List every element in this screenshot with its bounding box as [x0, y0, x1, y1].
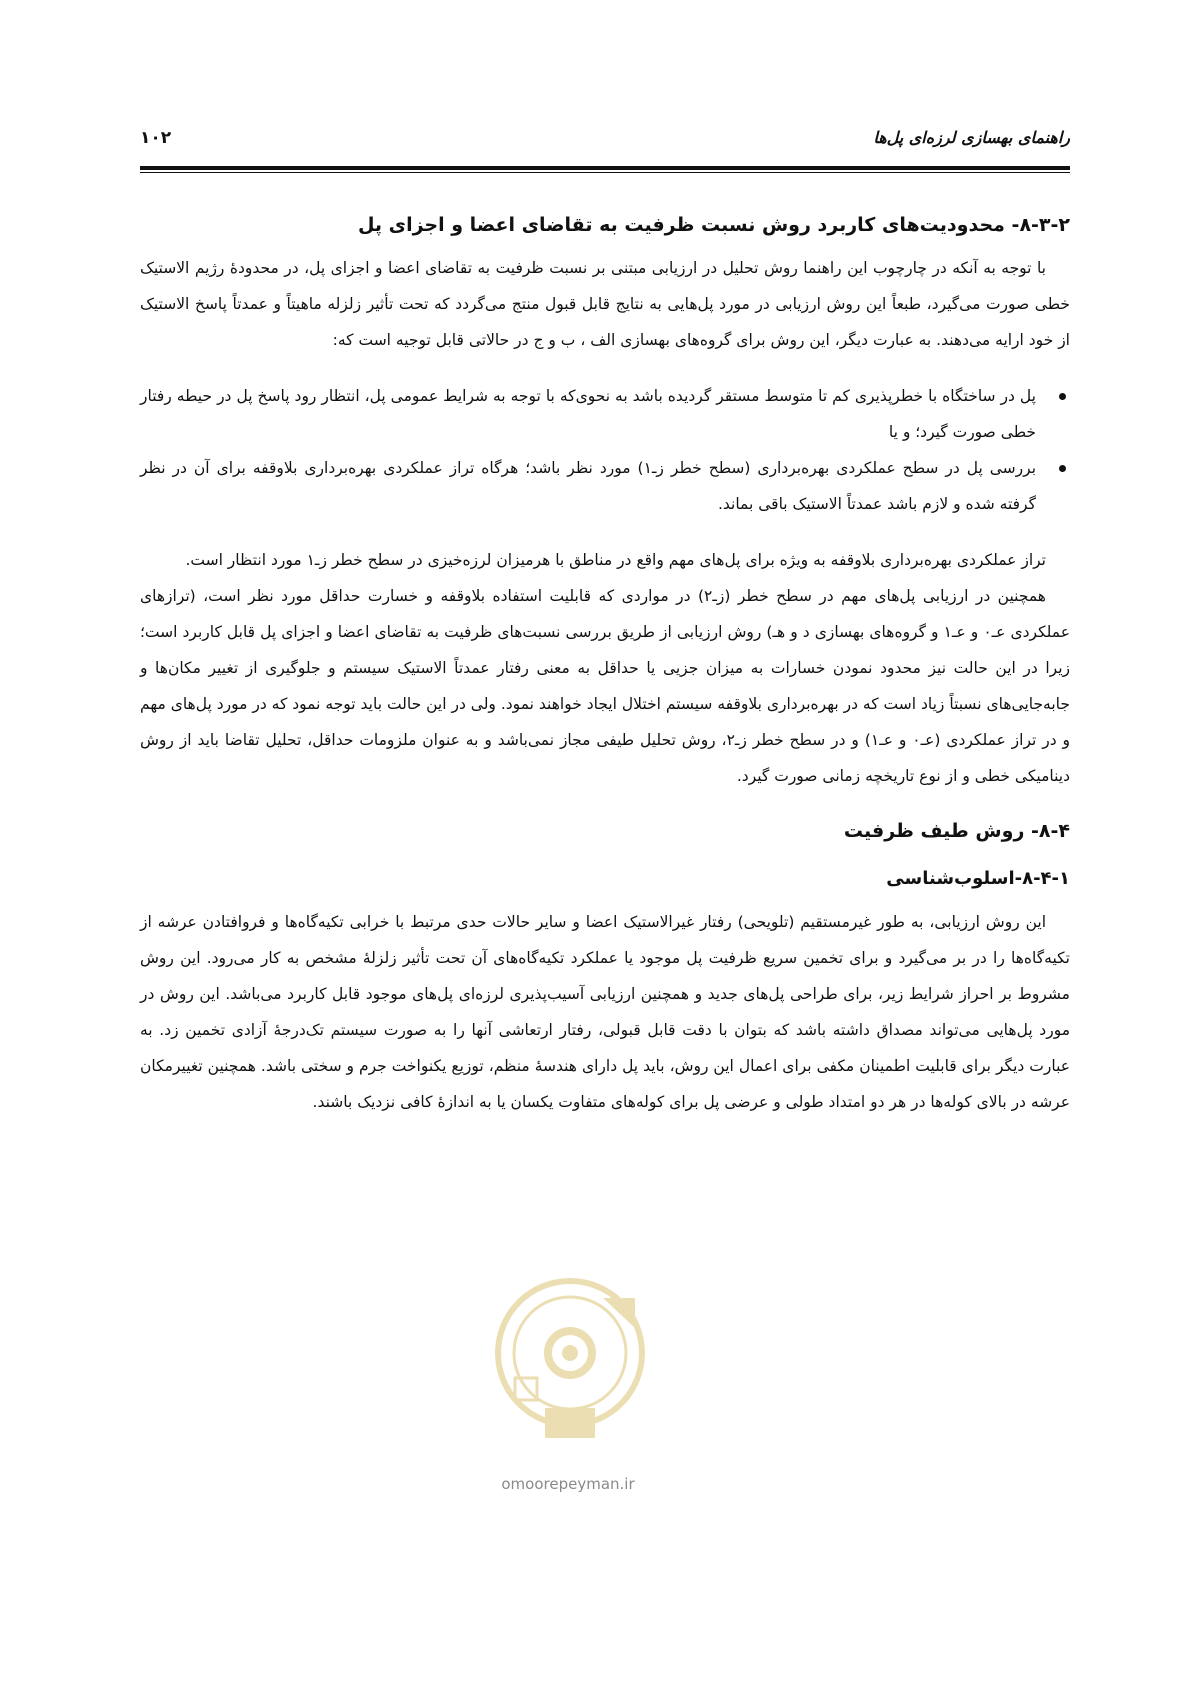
section-heading-8-4-1: ۸-۴-۱-اسلوب‌شناسی	[886, 868, 1070, 889]
list-item	[140, 450, 1036, 522]
watermark-seal-icon	[485, 1258, 655, 1458]
header-rule-thin	[140, 172, 1070, 173]
conditions-list	[140, 378, 1070, 522]
list-item	[140, 378, 1036, 450]
running-header	[140, 128, 1070, 158]
list-item-text: بررسی پل در سطح عملکردی بهره‌برداری (سطح خطر زـ۱) مورد نظر باشد؛ هرگاه تراز عملکردی بهره‌برداری بلاوقفه برای آن در نظر گرفته شده و لازم باشد عمدتاً الاستیک باقی بماند.	[140, 459, 1037, 513]
section-heading-8-3-2: ۸-۳-۲- محدودیت‌های کاربرد روش نسبت ظرفیت به تقاضای اعضا و اجزای پل	[357, 214, 1070, 236]
paragraph-operational-level: تراز عملکردی بهره‌برداری بلاوقفه به ویژه برای پل‌های مهم واقع در مناطق با هرمیزان لرزه‌خیزی در سطح خطر زـ۱ مورد انتظار است.	[185, 551, 1046, 569]
list-item-text: پل در ساختگاه با خطرپذیری کم تا متوسط مستقر گردیده باشد به نحوی‌که با توجه به شرایط عمومی پل، انتظار رود پاسخ پل در حیطه رفتار خطی صورت گیرد؛ و یا	[140, 387, 1036, 441]
bullet-icon	[1059, 393, 1066, 400]
section-intro-paragraph: با توجه به آنکه در چارچوب این راهنما روش تحلیل در ارزیابی مبتنی بر نسبت ظرفیت به تقاضای اعضا و اجزای پل، در محدودهٔ رژیم الاستیک خطی صورت می‌گیرد، طبعاً این روش ارزیابی در مورد پل‌هایی به نتایج قابل قبول منتج می‌گردد که تحت تأثیر زلزله ماهیتاً و عمدتاً پاسخ الاستیک از خود ارایه می‌دهند. به عبارت دیگر، این روش برای گروه‌های بهسازی الف ، ب و ج در حالاتی قابل توجیه است که:	[140, 259, 1070, 349]
running-title: راهنمای بهسازی لرزه‌ای پل‌ها	[873, 128, 1070, 147]
page-content	[140, 210, 1070, 1120]
watermark-url: omoorepeyman.ir	[501, 1475, 635, 1493]
header-rule	[140, 166, 1070, 170]
page-number: ۱۰۲	[140, 128, 172, 148]
paragraph-important-bridges: همچنین در ارزیابی پل‌های مهم در سطح خطر (زـ۲) در مواردی که قابلیت استفاده بلاوقفه و خسارت حداقل مورد نظر است، (ترازهای عملکردی عـ۰ و عـ۱ و گروه‌های بهسازی د و هـ) روش ارزیابی از طریق بررسی نسبت‌های ظرفیت به تقاضای اعضا و اجزای پل قابل کاربرد است؛ زیرا در این حالت نیز محدود نمودن خسارات به میزان جزیی یا حداقل به معنی رفتار عمدتاً الاستیک سیستم و جلوگیری از تغییر مکان‌ها و جابه‌جایی‌های نسبتاً زیاد است که در بهره‌برداری بلاوقفه سیستم اختلال ایجاد خواهند نمود. ولی در این حالت باید توجه نمود که در مورد پل‌های مهم و در تراز عملکردی (عـ۰ و عـ۱) و در سطح خطر زـ۲، روش تحلیل طیفی مجاز نمی‌باشد و به عنوان ملزومات حداقل، تحلیل تقاضا باید از روش دینامیکی خطی و از نوع تاریخچه زمانی صورت گیرد.	[140, 587, 1070, 785]
bullet-icon	[1059, 465, 1066, 472]
paragraph-methodology: این روش ارزیابی، به طور غیرمستقیم (تلویحی) رفتار غیرالاستیک اعضا و سایر حالات حدی مرتبط با خرابی تکیه‌گاه‌ها و فروافتادن عرشه از تکیه‌گاه‌ها را در بر می‌گیرد و برای تخمین سریع ظرفیت پل موجود یا عملکرد تکیه‌گاه‌های آن تحت تأثیر زلزلهٔ مشخص به کار می‌رود. این روش مشروط بر احراز شرایط زیر، برای طراحی پل‌های جدید و همچنین ارزیابی آسیب‌پذیری لرزه‌ای پل‌های موجود قابل کاربرد می‌باشد. این روش در مورد پل‌هایی می‌تواند مصداق داشته باشد که بتوان با دقت قابل قبولی، رفتار ارتعاشی آنها را به صورت سیستم تک‌درجهٔ آزادی تخمین زد. به عبارت دیگر برای قابلیت اطمینان مکفی برای اعمال این روش، باید پل دارای هندسهٔ منظم، توزیع یکنواخت جرم و سختی باشد. همچنین تغییرمکان عرشه در بالای کوله‌ها در هر دو امتداد طولی و عرضی پل برای کوله‌های متفاوت یکسان یا به اندازهٔ کافی نزدیک باشند.	[140, 913, 1070, 1111]
section-heading-8-4: ۸-۴- روش طیف ظرفیت	[843, 820, 1070, 842]
